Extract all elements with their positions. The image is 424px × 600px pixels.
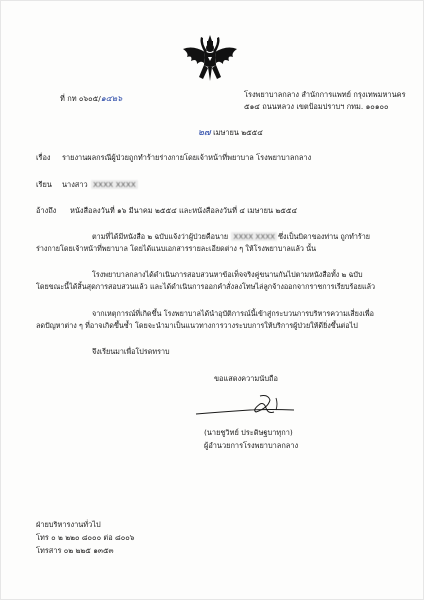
reference-label: อ้างถึง bbox=[36, 206, 57, 215]
doc-number-text: ที่ กท ๐๖๐๕/ bbox=[60, 94, 101, 103]
footer-department: ฝ่ายบริหารงานทั่วไป bbox=[36, 520, 101, 529]
doc-number bbox=[60, 94, 122, 103]
body-p3-line2: ลดปัญหาต่าง ๆ ที่อาจเกิดขึ้นซ้ำ โดยจะนำมาเป็นแนวทางการวางระบบการให้บริการผู้ป่วยให้ดียิ่งขึ้นต่อไป bbox=[36, 321, 358, 330]
org-line-2: ๕๑๔ ถนนหลวง เขตป้อมปราบฯ กทม. ๑๐๑๐๐ bbox=[244, 102, 389, 111]
salutation: ขอแสดงความนับถือ bbox=[214, 374, 278, 383]
recipient-line bbox=[62, 180, 139, 189]
recipient-label: เรียน bbox=[36, 180, 52, 189]
date-day-handwritten: ๒๗ bbox=[198, 128, 211, 138]
signer-name: (นายชูวิทย์ ประดิษฐบาทุกา) bbox=[204, 428, 293, 437]
date-month-year: เมษายน ๒๕๕๔ bbox=[213, 128, 263, 137]
subject-text: รายงานผลกรณีผู้ป่วยถูกทำร้ายร่างกายโดยเจ้าหน้าที่พยาบาล โรงพยาบาลกลาง bbox=[62, 153, 312, 162]
org-line-1: โรงพยาบาลกลาง สำนักการแพทย์ กรุงเทพมหานคร bbox=[244, 90, 406, 99]
recipient-prefix: นางสาว bbox=[62, 180, 88, 189]
reference-text: หนังสือลงวันที่ ๑๖ มีนาคม ๒๕๕๔ และหนังสือลงวันที่ ๔ เมษายน ๒๕๕๔ bbox=[70, 206, 298, 215]
p1-name-redacted: XXXX XXXX bbox=[233, 232, 276, 241]
p1-part-b: ซึ่งเป็นบิดาของท่าน ถูกทำร้าย bbox=[278, 232, 370, 241]
letter-date bbox=[198, 128, 263, 138]
recipient-name-redacted: XXXX XXXX bbox=[92, 180, 136, 189]
body-p1-line2: ร่างกายโดยเจ้าหน้าที่พยาบาล โดยได้แนบเอกสารรายละเอียดต่าง ๆ ให้โรงพยาบาลแล้ว นั้น bbox=[36, 244, 317, 253]
body-p3-line1: จากเหตุการณ์ที่เกิดขึ้น โรงพยาบาลได้นำอุบัติการณ์นี้เข้าสู่กระบวนการบริหารความเสี่ยงเพื่อ bbox=[92, 309, 374, 318]
p1-part-a: ตามที่ได้มีหนังสือ ๒ ฉบับแจ้งว่าผู้ป่วยคือนาย bbox=[92, 232, 229, 241]
signer-title: ผู้อำนวยการโรงพยาบาลกลาง bbox=[204, 441, 299, 450]
subject-label: เรื่อง bbox=[36, 153, 51, 162]
footer-fax: โทรสาร ๐๒ ๒๒๕ ๑๓๕๓ bbox=[36, 546, 114, 555]
body-p2-line2: โดยขณะนี้ได้สิ้นสุดการสอบสวนแล้ว และได้ดำเนินการออกคำสั่งลงโทษไล่ลูกจ้างออกจากราชการเรียบร้อยแล้ว bbox=[36, 282, 376, 291]
body-p2-line1: โรงพยาบาลกลางได้ดำเนินการสอบสวนหาข้อเท็จจริงคู่ขนานกันไปตามหนังสือทั้ง ๒ ฉบับ bbox=[92, 270, 363, 279]
handwritten-signature-icon bbox=[190, 388, 300, 424]
footer-phone: โทร ๐ ๒ ๒๒๐ ๘๐๐๐ ต่อ ๘๐๐๖ bbox=[36, 533, 135, 542]
body-p1-line1 bbox=[92, 232, 370, 241]
closing-request: จึงเรียนมาเพื่อโปรดทราบ bbox=[92, 347, 170, 356]
doc-number-handwritten: ๑๔๒๖ bbox=[100, 94, 123, 103]
garuda-emblem-icon bbox=[181, 33, 239, 83]
